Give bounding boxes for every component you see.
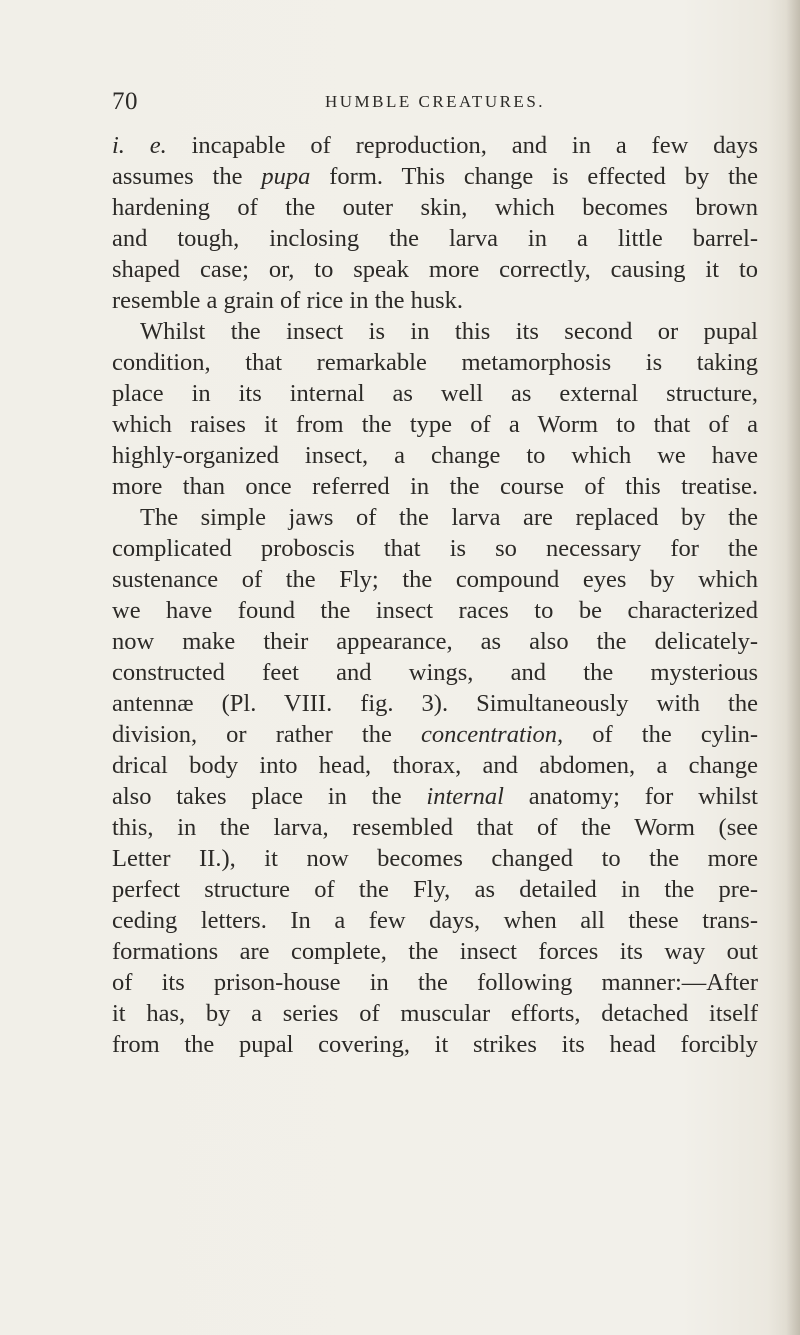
text-segment: ceding letters. In a few days, when all these trans- bbox=[112, 907, 758, 934]
text-segment: of its prison-house in the following manner:—After bbox=[112, 969, 758, 996]
text-segment: resemble a grain of rice in the husk. bbox=[112, 287, 464, 314]
text-segment: this, in the larva, resembled that of the Worm (see bbox=[112, 814, 758, 841]
text-segment: incapable of reproduction, and in a few days bbox=[166, 132, 759, 159]
text-segment: Letter II.), it now becomes changed to the more bbox=[112, 845, 758, 872]
text-line bbox=[112, 130, 758, 161]
text-line bbox=[112, 905, 758, 936]
text-line bbox=[112, 440, 758, 471]
text-line bbox=[112, 254, 758, 285]
page-header bbox=[112, 88, 758, 118]
text-line bbox=[112, 936, 758, 967]
text-line bbox=[112, 626, 758, 657]
text-line bbox=[112, 688, 758, 719]
text-line bbox=[112, 285, 758, 316]
text-line bbox=[112, 657, 758, 688]
text-segment: it has, by a series of muscular efforts, detached itself bbox=[112, 1000, 758, 1027]
text-line bbox=[112, 750, 758, 781]
text-segment: sustenance of the Fly; the compound eyes by which bbox=[112, 566, 758, 593]
text-line bbox=[112, 316, 758, 347]
text-segment: of the cylin- bbox=[563, 721, 758, 748]
text-line bbox=[112, 533, 758, 564]
text-line bbox=[112, 502, 758, 533]
text-line bbox=[112, 998, 758, 1029]
text-segment: also takes place in the bbox=[112, 783, 427, 810]
text-segment: now make their appearance, as also the delicately- bbox=[112, 628, 758, 655]
text-segment: we have found the insect races to be characterized bbox=[112, 597, 758, 624]
text-line bbox=[112, 564, 758, 595]
text-segment: form. This change is effected by the bbox=[310, 163, 759, 190]
page-edge-shadow bbox=[786, 0, 800, 1335]
italic-text: internal bbox=[426, 783, 504, 810]
text-segment: constructed feet and wings, and the mysterious bbox=[112, 659, 758, 686]
text-segment: highly-organized insect, a change to which we have bbox=[112, 442, 758, 469]
text-segment: Whilst the insect is in this its second or pupal bbox=[140, 318, 758, 345]
page-number: 70 bbox=[112, 88, 138, 115]
text-line bbox=[112, 347, 758, 378]
text-line bbox=[112, 409, 758, 440]
text-line bbox=[112, 378, 758, 409]
text-line bbox=[112, 843, 758, 874]
text-segment: place in its internal as well as external structure, bbox=[112, 380, 758, 407]
text-segment: condition, that remarkable metamorphosis is taking bbox=[112, 349, 758, 376]
text-segment: The simple jaws of the larva are replaced by the bbox=[140, 504, 758, 531]
text-segment: hardening of the outer skin, which becomes brown bbox=[112, 194, 758, 221]
text-line bbox=[112, 719, 758, 750]
text-line bbox=[112, 161, 758, 192]
running-title: HUMBLE CREATURES. bbox=[324, 92, 546, 111]
text-segment: complicated proboscis that is so necessary for the bbox=[112, 535, 758, 562]
text-segment: antennæ (Pl. VIII. fig. 3). Simultaneously with the bbox=[112, 690, 758, 717]
text-segment: perfect structure of the Fly, as detailed in the pre- bbox=[112, 876, 758, 903]
body-text bbox=[112, 130, 758, 1060]
text-line bbox=[112, 595, 758, 626]
text-line bbox=[112, 1029, 758, 1060]
text-segment: which raises it from the type of a Worm to that of a bbox=[112, 411, 758, 438]
text-segment: from the pupal covering, it strikes its head forcibly bbox=[112, 1031, 758, 1058]
text-segment: shaped case; or, to speak more correctly, causing it to bbox=[112, 256, 758, 283]
italic-text: concentration, bbox=[420, 721, 564, 748]
text-line bbox=[112, 192, 758, 223]
text-line bbox=[112, 967, 758, 998]
text-segment: more than once referred in the course of this treatise. bbox=[112, 473, 758, 500]
text-line bbox=[112, 781, 758, 812]
text-segment: anatomy; for whilst bbox=[504, 783, 758, 810]
text-segment: formations are complete, the insect forces its way out bbox=[112, 938, 758, 965]
text-segment: division, or rather the bbox=[112, 721, 421, 748]
text-segment: assumes the bbox=[112, 163, 262, 190]
italic-text: pupa bbox=[261, 163, 311, 190]
text-segment: drical body into head, thorax, and abdomen, a change bbox=[112, 752, 758, 779]
text-line bbox=[112, 874, 758, 905]
text-segment: and tough, inclosing the larva in a little barrel- bbox=[112, 225, 758, 252]
text-line bbox=[112, 471, 758, 502]
text-line bbox=[112, 223, 758, 254]
text-line bbox=[112, 812, 758, 843]
italic-text: i. e. bbox=[112, 132, 167, 159]
